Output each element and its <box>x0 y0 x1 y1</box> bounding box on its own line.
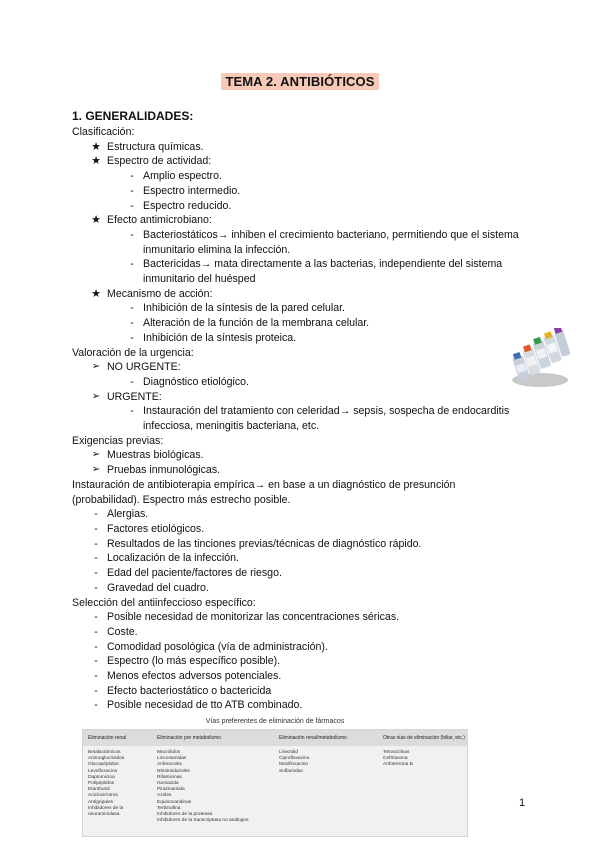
list-item <box>72 654 542 669</box>
list-item-text: Gravedad del cuadro. <box>107 581 209 594</box>
list-item-text: Espectro (lo más específico posible). <box>107 655 281 668</box>
table-cell: Tetraciclinas <box>383 750 410 755</box>
list-item <box>72 463 542 478</box>
column-header: Eliminación renal/metabolismo <box>279 735 347 741</box>
list-item <box>72 448 542 463</box>
list-item-text: Efecto antimicrobiano: <box>107 214 212 227</box>
sub-item-text: Diagnóstico etiológico. <box>143 375 249 388</box>
sub-list-item <box>72 228 528 257</box>
list-item <box>72 669 542 684</box>
dash-bullet-icon: - <box>130 331 134 344</box>
title-wrapper <box>0 73 600 91</box>
list-item-text: Espectro de actividad: <box>107 155 212 168</box>
list-item <box>72 610 542 625</box>
sub-item-text: Espectro intermedio. <box>143 184 241 197</box>
exigencias-label: Exigencias previas: <box>72 434 164 447</box>
list-item-text: Menos efectos adversos potenciales. <box>107 670 282 683</box>
table-cell: Betalactámicos <box>88 750 121 755</box>
dash-bullet-icon: - <box>94 611 98 624</box>
star-bullet-icon: ★ <box>91 214 101 227</box>
table-cell: Anfenicoles <box>157 762 182 768</box>
table-cell: Rifamicinas <box>157 774 182 780</box>
sub-list-item <box>72 316 542 331</box>
dash-bullet-icon: - <box>94 522 98 535</box>
dash-bullet-icon: - <box>94 508 98 521</box>
list-item-text: NO URGENTE: <box>107 361 181 374</box>
page-number: 1 <box>519 797 526 809</box>
sub-list-item <box>72 199 542 214</box>
list-item-text: Estructura químicas. <box>107 140 204 153</box>
sub-list-item <box>72 169 542 184</box>
table-cell: Inhibidores de la transcriptasa no análogos <box>157 818 249 824</box>
dash-bullet-icon: - <box>94 581 98 594</box>
list-item <box>72 551 542 566</box>
empirica-label: Instauración de antibioterapia empírica→ en base a un diagnóstico de presunción (probabilidad). Espectro más estrecho posible. <box>72 478 456 506</box>
dash-bullet-icon: - <box>94 567 98 580</box>
table-cell: Pirazinamida <box>157 787 185 793</box>
list-item-text: Alergias. <box>107 508 149 521</box>
sub-item-text: Alteración de la función de la membrana celular. <box>143 317 370 330</box>
dash-bullet-icon: - <box>130 199 134 212</box>
dash-bullet-icon: - <box>94 670 98 683</box>
dash-bullet-icon: - <box>130 405 134 418</box>
dash-bullet-icon: - <box>94 699 98 712</box>
table-cell: Levofloxacino <box>88 768 118 774</box>
content-body <box>72 108 542 713</box>
table-cell: Sulfamidas <box>279 768 303 774</box>
sub-list-item <box>72 184 542 199</box>
table-cell: Azoles <box>157 793 172 799</box>
seleccion-label: Selección del antiinfeccioso específico: <box>72 596 256 609</box>
table-cell: neuraminidasa <box>88 812 120 818</box>
list-item <box>72 390 542 405</box>
table-cell: Inhibidores de la <box>88 805 124 811</box>
dash-bullet-icon: - <box>130 258 134 271</box>
sub-item-text: Instauración del tratamiento con celeridad→ sepsis, sospecha de endocarditis infecciosa, meningitis bacteriana, etc. <box>143 405 510 433</box>
list-item-text: Edad del paciente/factores de riesgo. <box>107 567 282 580</box>
column-header: Eliminación por metabolismo <box>157 735 221 741</box>
dash-bullet-icon: - <box>94 552 98 565</box>
list-item <box>72 213 542 228</box>
list-item-text: Factores etiológicos. <box>107 522 205 535</box>
sub-item-text: Bactericidas→ mata directamente a las bacterias, independiente del sistema inmunitario del huésped <box>143 258 503 286</box>
list-item-text: URGENTE: <box>107 390 162 403</box>
list-item-text: Resultados de las tinciones previas/técnicas de diagnóstico rápido. <box>107 537 422 550</box>
table-caption: Vías preferentes de eliminación de fármacos <box>205 718 345 725</box>
dash-bullet-icon: - <box>130 317 134 330</box>
table-cell: Terbinafina <box>157 805 181 811</box>
table-cell: Daptomicina <box>88 774 115 780</box>
column-header: Otras vías de eliminación (biliar, etc.) <box>383 735 465 741</box>
sub-item-text: Inhibición de la síntesis proteica. <box>143 331 297 344</box>
table-cell: Linezolid <box>279 750 298 755</box>
list-item-text: Muestras biológicas. <box>107 449 204 462</box>
table-cell: Lincosamidas <box>157 756 187 762</box>
clasificacion-label: Clasificación: <box>72 126 135 138</box>
sub-item-text: Inhibición de la síntesis de la pared celular. <box>143 302 345 315</box>
table-cell: Ceftriaxona <box>383 756 408 762</box>
section-heading: 1. GENERALIDADES: <box>72 109 194 123</box>
sub-list-item <box>72 301 542 316</box>
dash-bullet-icon: - <box>130 170 134 183</box>
table-cell: Isoniazida <box>157 781 179 787</box>
antibiotic-bottles-image <box>508 328 572 390</box>
column-rows <box>157 750 248 824</box>
list-item <box>72 625 542 640</box>
column-rows <box>88 750 124 818</box>
column-header: Eliminación renal <box>88 735 127 741</box>
list-item <box>72 140 542 155</box>
table-cell: Etambutol <box>88 787 110 793</box>
dash-bullet-icon: - <box>94 640 98 653</box>
sub-list-item <box>72 404 513 433</box>
list-item <box>72 287 542 302</box>
sub-list-item <box>72 375 542 390</box>
list-item-text: Comodidad posológica (vía de administración). <box>107 640 328 653</box>
list-item <box>72 698 542 713</box>
list-item-text: Efecto bacteriostático o bactericida <box>107 684 272 697</box>
column-rows <box>383 750 413 769</box>
list-item-text: Mecanismo de acción: <box>107 287 213 300</box>
list-item <box>72 566 542 581</box>
table-cell: Polipéptidos <box>88 781 115 787</box>
star-bullet-icon: ★ <box>91 140 101 153</box>
list-item <box>72 522 542 537</box>
sub-item-text: Bacteriostáticos→ inhiben el crecimiento bacteriano, permitiendo que el sistema inmunitario elimina la infección. <box>143 228 519 256</box>
table-cell: Ciprofloxacino <box>279 756 310 762</box>
table-cell: Macrólidos <box>157 750 181 755</box>
sub-item-text: Espectro reducido. <box>143 199 232 212</box>
sub-item-text: Amplio espectro. <box>143 170 222 183</box>
list-item <box>72 581 542 596</box>
dash-bullet-icon: - <box>94 537 98 550</box>
arrowhead-bullet-icon: ➢ <box>91 464 101 476</box>
star-bullet-icon: ★ <box>91 287 101 300</box>
list-item-text: Coste. <box>107 625 138 638</box>
sub-list-item <box>72 331 542 346</box>
arrowhead-bullet-icon: ➢ <box>91 361 101 373</box>
table-cell: Moxifloxacino <box>279 762 309 768</box>
table-cell: Nitroimidazoles <box>157 768 190 774</box>
table-cell: Glucopéptidos <box>88 762 119 768</box>
table-cell: Antigripales <box>88 799 114 805</box>
elimination-table <box>82 729 468 837</box>
table-cell: Anfotericina B <box>383 762 413 768</box>
list-item <box>72 684 542 699</box>
star-bullet-icon: ★ <box>91 155 101 168</box>
dash-bullet-icon: - <box>94 655 98 668</box>
urgencia-label: Valoración de la urgencia: <box>72 346 194 359</box>
dash-bullet-icon: - <box>94 625 98 638</box>
list-item-text: Pruebas inmunológicas. <box>107 464 221 477</box>
dash-bullet-icon: - <box>130 302 134 315</box>
sub-list-item <box>72 257 528 286</box>
table-cell: Aciclovir/otros <box>88 793 118 799</box>
table-cell: Aminoglucósidos <box>88 756 125 762</box>
column-rows <box>279 750 309 775</box>
list-item <box>72 154 542 169</box>
list-item <box>72 507 542 522</box>
dash-bullet-icon: - <box>130 375 134 388</box>
list-item <box>72 360 542 375</box>
arrowhead-bullet-icon: ➢ <box>91 390 101 402</box>
list-item-text: Posible necesidad de tto ATB combinado. <box>107 699 303 712</box>
list-item-text: Localización de la infección. <box>107 552 239 565</box>
dash-bullet-icon: - <box>130 228 134 241</box>
table-cell: Inhibidores de la proteasa <box>157 812 213 818</box>
list-item <box>72 640 542 655</box>
list-item-text: Posible necesidad de monitorizar las concentraciones séricas. <box>107 611 400 624</box>
dash-bullet-icon: - <box>94 684 98 697</box>
document-title: TEMA 2. ANTIBIÓTICOS <box>221 73 378 90</box>
table-cell: Equinocandinas <box>157 799 192 805</box>
dash-bullet-icon: - <box>130 184 134 197</box>
arrowhead-bullet-icon: ➢ <box>91 449 101 461</box>
list-item <box>72 537 542 552</box>
